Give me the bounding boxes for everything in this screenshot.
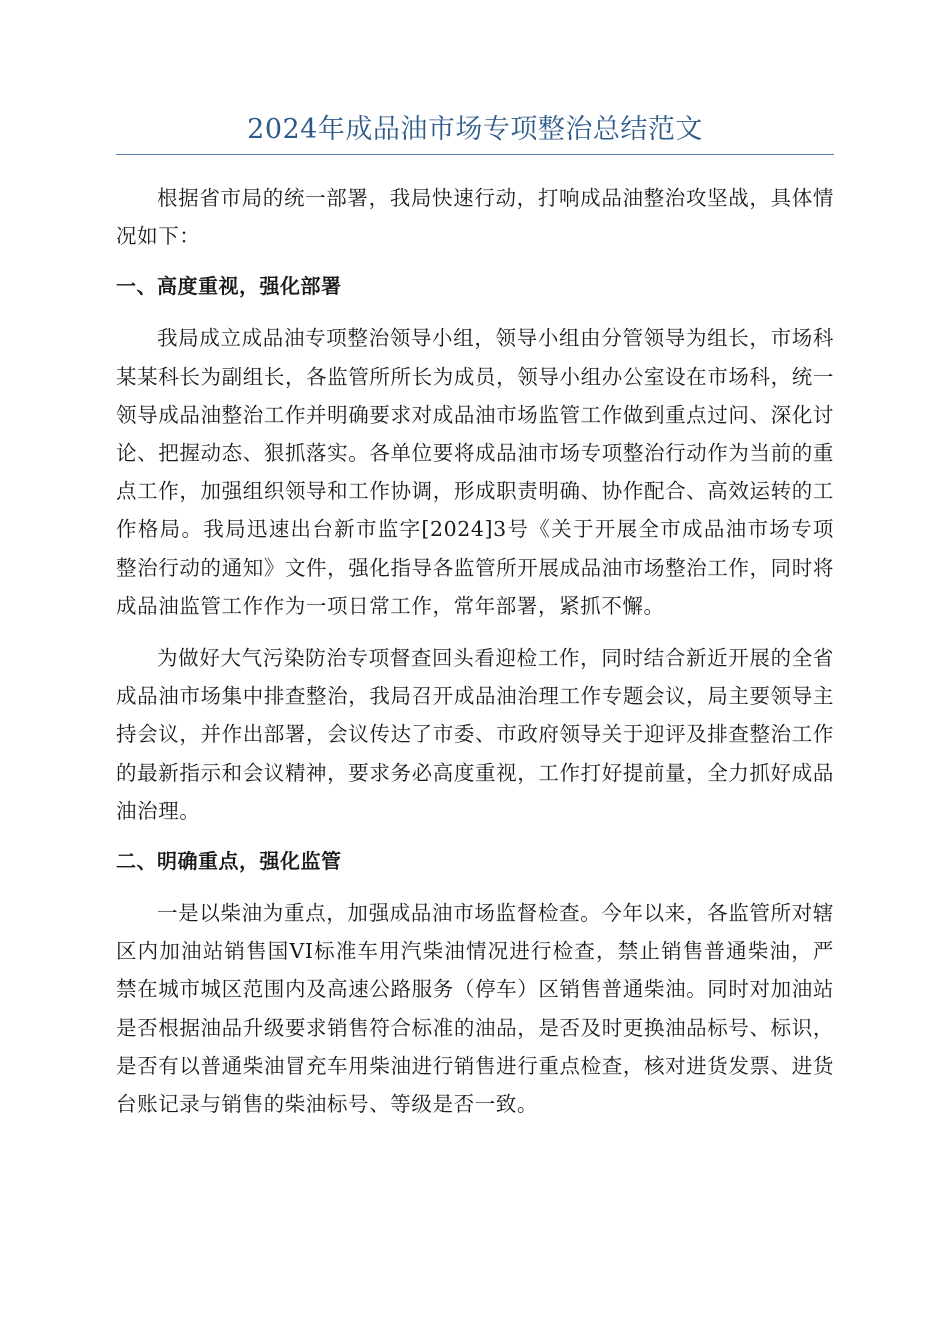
- document-title: 2024年成品油市场专项整治总结范文: [116, 110, 834, 155]
- section-heading-1: 一、高度重视，强化部署: [116, 274, 342, 299]
- section-2-paragraph-1: 一是以柴油为重点，加强成品油市场监督检查。今年以来，各监管所对辖区内加油站销售国VI标准车用汽柴油情况进行检查，禁止销售普通柴油，严禁在城市城区范围内及高速公路服务（停车）区销售普通柴油。同时对加油站是否根据油品升级要求销售符合标准的油品，是否及时更换油品标号、标识，是否有以普通柴油冒充车用柴油进行销售进行重点检查，核对进货发票、进货台账记录与销售的柴油标号、等级是否一致。: [116, 901, 834, 1117]
- section-heading-2: 二、明确重点，强化监管: [116, 849, 342, 874]
- section-1-paragraph-1: 我局成立成品油专项整治领导小组，领导小组由分管领导为组长，市场科某某科长为副组长，各监管所所长为成员，领导小组办公室设在市场科，统一领导成品油整治工作并明确要求对成品油市场监管工作做到重点过问、深化讨论、把握动态、狠抓落实。各单位要将成品油市场专项整治行动作为当前的重点工作，加强组织领导和工作协调，形成职责明确、协作配合、高效运转的工作格局。我局迅速出台新市监字[2024]3号《关于开展全市成品油市场专项整治行动的通知》文件，强化指导各监管所开展成品油市场整治工作，同时将成品油监管工作作为一项日常工作，常年部署，紧抓不懈。: [116, 326, 834, 618]
- document-page: [116, 110, 834, 1123]
- intro-paragraph: 根据省市局的统一部署，我局快速行动，打响成品油整治攻坚战，具体情况如下：: [116, 186, 834, 249]
- section-1-paragraph-2: 为做好大气污染防治专项督查回头看迎检工作，同时结合新近开展的全省成品油市场集中排查整治，我局召开成品油治理工作专题会议，局主要领导主持会议，并作出部署，会议传达了市委、市政府领导关于迎评及排查整治工作的最新指示和会议精神，要求务必高度重视，工作打好提前量，全力抓好成品油治理。: [116, 646, 834, 823]
